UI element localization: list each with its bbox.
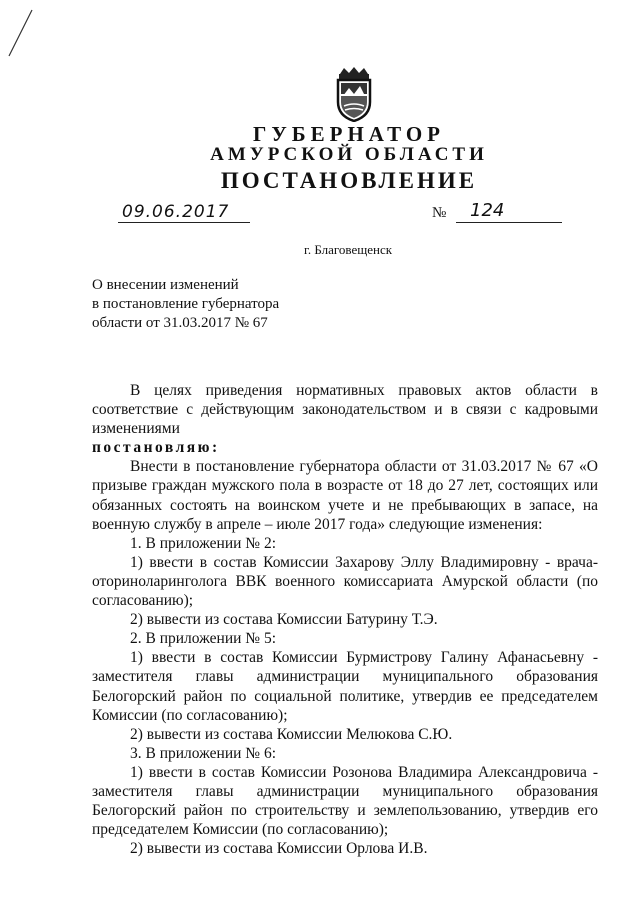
- body-paragraph: 3. В приложении № 6:: [130, 744, 277, 762]
- authority-title: ГУБЕРНАТОР: [252, 122, 446, 146]
- subject-line: О внесении изменений: [92, 277, 239, 293]
- preamble-paragraph: В целях приведения нормативных правовых актов области в соответствие с действующим законодательством и в связи с кадровыми изменениями: [92, 382, 598, 438]
- body-paragraph: Внести в постановление губернатора области от 31.03.2017 № 67 «О призыве граждан мужского пола в возрасте от 18 до 27 лет, состоящих или обязанных состоять на воинском учете и не пребывающих в запасе, на военную службу в апреле – июле 2017 года» следующие изменения:: [92, 458, 598, 533]
- document-date: 09.06.2017: [122, 202, 230, 222]
- body-paragraph: 2) вывести из состава Комиссии Орлова И.В.: [130, 840, 428, 858]
- number-label: №: [432, 205, 447, 221]
- date-underline: [118, 222, 250, 223]
- pen-stroke-mark: [6, 8, 36, 60]
- body-paragraph: 1. В приложении № 2:: [130, 534, 277, 552]
- document-body: [92, 381, 598, 858]
- body-paragraph: 2) вывести из состава Комиссии Батурину Т.Э.: [130, 611, 438, 629]
- body-paragraph: 2. В приложении № 5:: [130, 630, 277, 648]
- region-title: АМУРСКОЙ ОБЛАСТИ: [210, 144, 488, 165]
- body-paragraph: 1) ввести в состав Комиссии Захарову Эллу Владимировну - врача-оториноларинголога ВВК военного комиссариата Амурской области (по согласованию);: [92, 553, 598, 610]
- body-paragraph: 2) вывести из состава Комиссии Мелюкова С.Ю.: [130, 725, 453, 743]
- document-number: 124: [470, 200, 505, 221]
- subject-line: области от 31.03.2017 № 67: [92, 315, 268, 331]
- document-type: ПОСТАНОВЛЕНИЕ: [220, 168, 478, 193]
- number-underline: [456, 222, 562, 223]
- subject-line: в постановление губернатора: [92, 296, 280, 312]
- document-subject: [92, 276, 279, 333]
- decree-word: постановляю:: [92, 439, 220, 457]
- city-name: г. Благовещенск: [304, 242, 393, 257]
- body-paragraph: 1) ввести в состав Комиссии Бурмистрову Галину Афанасьевну - заместителя главы администрации муниципального образования Белогорский район по социальной политике, утвердив ее председателем Комиссии (по согласованию);: [92, 649, 598, 724]
- coat-of-arms-icon: [330, 66, 378, 122]
- body-paragraph: 1) ввести в состав Комиссии Розонова Владимира Александровича - заместителя главы администрации муниципального образования Белогорский район по строительству и землепользованию, утвердив его председателем Комиссии (по согласованию);: [92, 763, 598, 839]
